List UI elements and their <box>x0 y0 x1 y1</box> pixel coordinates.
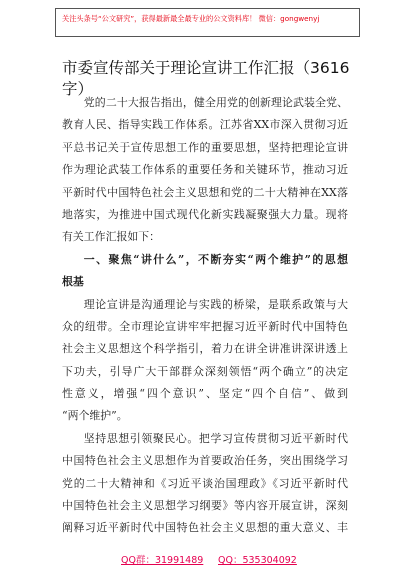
paragraph-line: 阐释习近平新时代中国特色社会主义思想的重大意义、丰 <box>62 521 348 535</box>
paragraph-line: 下功夫，引导广大干部群众深刻领悟“两个确立”的决定 <box>62 364 348 378</box>
paragraph-line: 党的二十大精神和《习近平谈治国理政》《习近平新时代 <box>62 476 348 490</box>
paragraph-line: 作为理论武装工作体系的重要任务和关键环节，推动习近 <box>62 163 348 177</box>
section-heading <box>62 249 348 294</box>
paragraph-line: 地落实，为推进中国式现代化新实践凝聚强大力量。现将 <box>62 207 348 221</box>
paragraph-line: “两个维护”。 <box>62 409 128 423</box>
paragraph-line: 众的纽带。全市理论宣讲牢牢把握习近平新时代中国特色 <box>62 319 348 333</box>
paragraph-line: 坚持思想引领聚民心。把学习宣传贯彻习近平新时代 <box>83 431 348 445</box>
header-banner-text: 关注头条号“公文研究”，获得最新最全最专业的公文资料库！ 微信：gongwenyj <box>62 14 320 23</box>
heading-line: 根基 <box>62 275 84 289</box>
paragraph-line: 理论宣讲是沟通理论与实践的桥梁，是联系政策与大 <box>83 297 348 311</box>
paragraph-line: 性意义，增强“四个意识”、坚定“四个自信”、做到 <box>62 387 348 401</box>
paragraph-line: 社会主义思想这个科学指引，着力在讲全讲准讲深讲透上 <box>62 342 348 356</box>
title-line: 字） <box>62 80 94 98</box>
paragraph-line: 有关工作汇报如下： <box>62 230 161 244</box>
paragraph-line: 党的二十大报告指出，健全用党的创新理论武装全党、 <box>83 96 348 109</box>
intro-paragraph <box>62 92 348 249</box>
paragraph-line: 平新时代中国特色社会主义思想和党的二十大精神在XX落 <box>62 185 348 199</box>
section-paragraph <box>62 294 348 428</box>
header-banner <box>55 8 360 37</box>
section-paragraph <box>62 428 348 540</box>
document-body <box>62 92 348 540</box>
paragraph-line: 教育人民、指导实践工作体系。江苏省XX市深入贯彻习近 <box>62 118 348 132</box>
heading-line: 一、聚焦“讲什么”，不断夯实“两个维护”的思想 <box>83 252 348 266</box>
paragraph-line: 中国特色社会主义思想学习纲要》等内容开展宣讲，深刻 <box>62 499 348 513</box>
title-line: 市委宣传部关于理论宣讲工作汇报（3616 <box>62 59 350 77</box>
paragraph-line: 中国特色社会主义思想作为首要政治任务，突出围绕学习 <box>62 454 348 468</box>
qq-contact-link[interactable]: QQ：535304092 <box>218 555 297 566</box>
paragraph-line: 平总书记关于宣传思想工作的重要思想，坚持把理论宣讲 <box>62 140 348 154</box>
qq-group-link[interactable]: QQ群：31991489 <box>121 555 204 566</box>
